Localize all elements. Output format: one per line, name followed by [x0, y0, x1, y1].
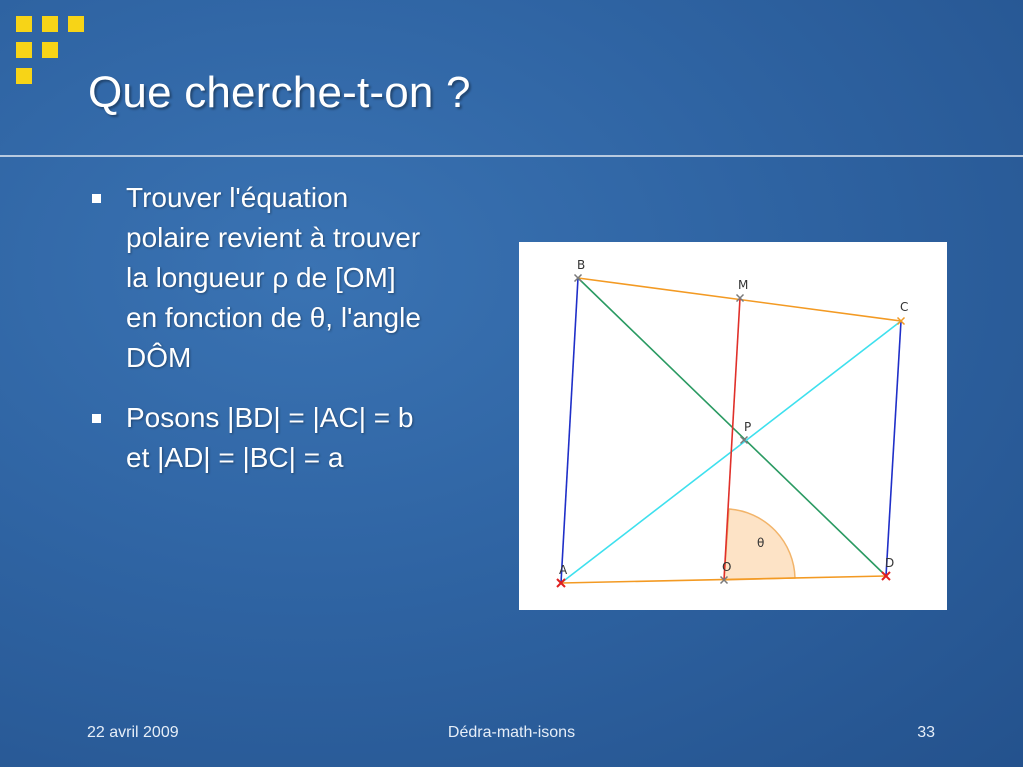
segment-AB: [561, 278, 578, 583]
label-A: A: [559, 563, 568, 577]
footer-date: 22 avril 2009: [87, 724, 179, 741]
bullet-list: [88, 178, 488, 478]
page-number: 33: [917, 724, 935, 741]
bullet-item: [88, 178, 488, 378]
slide-title: Que cherche-t-on ?: [88, 68, 471, 117]
bullet-line: Posons |BD| = |AC| = b: [126, 402, 414, 433]
title-divider: [0, 155, 1023, 157]
footer-title: Dédra-math-isons: [447, 724, 576, 741]
bullet-square-icon: [92, 414, 101, 423]
bullet-item: [88, 398, 488, 478]
label-theta: θ: [757, 536, 765, 550]
geometry-diagram: [519, 242, 947, 610]
label-C: C: [900, 300, 909, 314]
bullet-line: la longueur ρ de [OM]: [126, 262, 396, 293]
bullet-line: DÔM: [126, 342, 192, 373]
bullet-line: en fonction de θ, l'angle: [126, 302, 421, 333]
bullet-line: polaire revient à trouver: [126, 222, 421, 253]
bullet-square-icon: [92, 194, 101, 203]
bullet-line: Trouver l'équation: [126, 182, 349, 213]
label-D: D: [885, 556, 895, 570]
logo-squares: [16, 16, 88, 88]
geometry-figure: [519, 242, 947, 610]
bullet-line: et |AD| = |BC| = a: [126, 442, 344, 473]
segment-CD: [886, 321, 901, 576]
label-O: O: [722, 560, 732, 574]
label-P: P: [744, 420, 752, 434]
label-M: M: [738, 278, 749, 292]
label-B: B: [577, 258, 586, 272]
